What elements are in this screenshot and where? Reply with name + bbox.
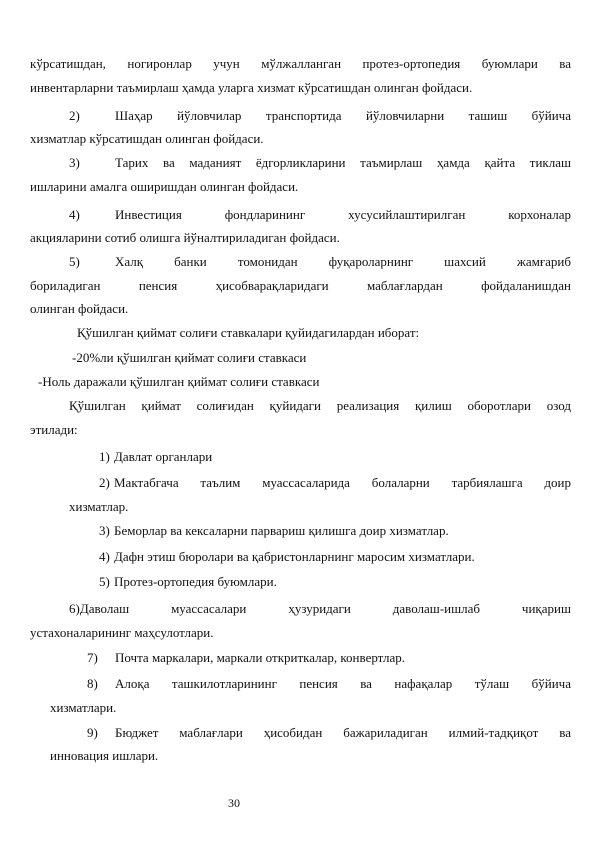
text-line: устахоналарининг маҳсулотлари. bbox=[30, 625, 214, 640]
list-number: 1) bbox=[99, 449, 110, 464]
list-text: Дафн этиш бюролари ва қабристонларнинг маросим хизматлари. bbox=[114, 549, 475, 564]
text-line: хизматлар кўрсатишдан олинган фойдаси. bbox=[30, 131, 264, 146]
text-line: акцияларини сотиб олишга йўналтириладиган фойдаси. bbox=[30, 230, 340, 245]
list-number: 9) bbox=[87, 725, 98, 740]
text-line: Тарих ва маданият ёдгорликларини таъмирлаш ҳамда қайта тиклаш bbox=[115, 155, 571, 170]
list-number: 5) bbox=[99, 574, 110, 589]
rates-intro: Қўшилган қиймат солиғи ставкалари қуйидагилардан иборат: bbox=[77, 325, 420, 340]
text-line: кўрсатишдан, ногиронлар учун мўлжалланган протез-ортопедия буюмлари ва bbox=[30, 56, 571, 71]
text-line: хизматлар. bbox=[69, 499, 129, 514]
text-line: олинган фойдаси. bbox=[30, 301, 129, 316]
text-line: Шаҳар йўловчилар транспортида йўловчиларни ташиш бўйича bbox=[115, 108, 571, 123]
text-line: этилади: bbox=[30, 422, 78, 437]
text-line: Алоқа ташкилотларининг пенсия ва нафақалар тўлаш бўйича bbox=[115, 676, 571, 691]
list-number: 3) bbox=[99, 523, 110, 538]
text-line: хизматлари. bbox=[50, 700, 117, 715]
text-line: бориладиган пенсия ҳисобварақларидаги маблағлардан фойдаланишдан bbox=[30, 278, 571, 293]
text-line: инвентарларни таъмирлаш ҳамда уларга хизмат кўрсатишдан олинган фойдаси. bbox=[30, 80, 473, 95]
list-text: Почта маркалари, маркали откриткалар, конвертлар. bbox=[115, 650, 406, 665]
text-line: Қўшилган қиймат солиғидан қуйидаги реализация қилиш оборотлари озод bbox=[69, 398, 571, 413]
list-text: Беморлар ва кексаларни парвариш қилишга доир хизматлар. bbox=[114, 523, 449, 538]
list-number: 2) bbox=[69, 108, 80, 123]
list-number: 3) bbox=[69, 155, 80, 170]
text-line: ишларини амалга оширишдан олинган фойдаси. bbox=[30, 179, 299, 194]
text-line: Халқ банки томонидан фуқароларнинг шахсий жамғариб bbox=[115, 254, 571, 269]
text-line: Инвестиция фондларининг хусусийлаштирилган корхоналар bbox=[115, 207, 571, 222]
rate-item: -20%ли қўшилган қиймат солиғи ставкаси bbox=[72, 350, 307, 365]
list-text: Протез-ортопедия буюмлари. bbox=[114, 574, 277, 589]
text-line: Мактабгача таълим муассасаларида болаларни тарбиялашга доир bbox=[114, 475, 571, 490]
list-number: 4) bbox=[69, 207, 80, 222]
list-text: Давлат органлари bbox=[114, 449, 213, 464]
list-number: 8) bbox=[87, 676, 98, 691]
text-line: Бюджет маблағлари ҳисобидан бажариладиган илмий-тадқиқот ва bbox=[115, 725, 571, 740]
list-number: 7) bbox=[87, 650, 98, 665]
list-number: 2) bbox=[99, 475, 110, 490]
list-number: 5) bbox=[69, 254, 80, 269]
rate-item: -Ноль даражали қўшилган қиймат солиғи ставкаси bbox=[38, 374, 320, 389]
list-number: 4) bbox=[99, 549, 110, 564]
text-line: инновация ишлари. bbox=[50, 748, 159, 763]
page-number: 30 bbox=[228, 796, 240, 810]
text-line: 6)Даволаш муассасалари ҳузуридаги даволаш-ишлаб чиқариш bbox=[69, 601, 571, 616]
